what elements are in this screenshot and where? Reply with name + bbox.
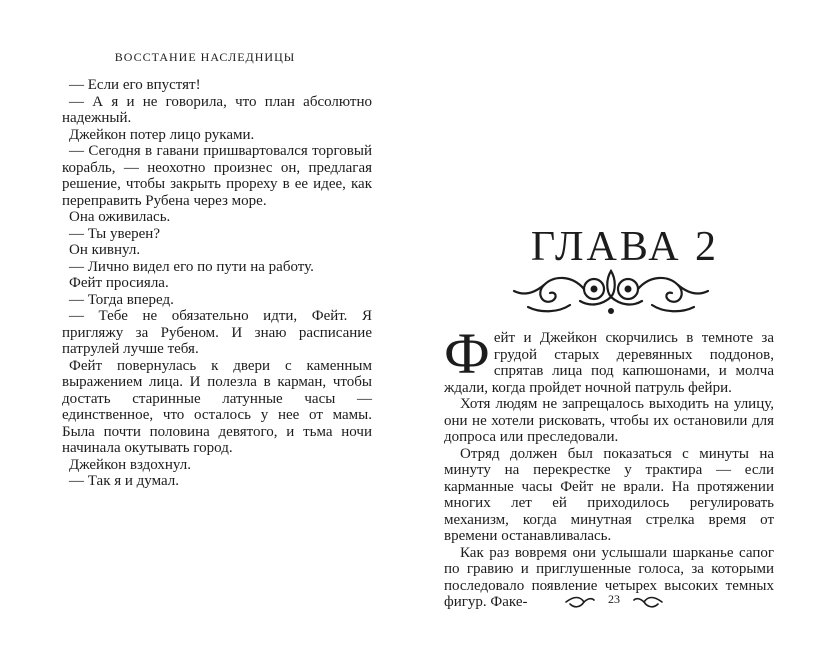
running-head: ВОССТАНИЕ НАСЛЕДНИЦЫ [114,50,296,64]
paragraph: Фейт повернулась к двери с каменным выражением лица. И полезла в карман, чтобы достать старинные латунные часы — единственное, что осталось у нее от мамы. Была почти половина девятого, и тьма ночи начинала окутывать город. [62,357,372,456]
chapter-title: ГЛАВА 2 [530,224,720,270]
paragraph: Хотя людям не запрещалось выходить на улицу, они не хотели рисковать, чтобы их остановили для допроса или преследовали. [444,396,774,445]
paragraph: Он кивнул. [69,242,141,258]
page-number: 23 [608,592,620,606]
paragraph: Джейкон вздохнул. [69,456,191,473]
left-text-block [62,77,372,490]
paragraph: — Тебе не обязательно идти, Фейт. Я пригляжу за Рубеном. И знаю расписание патрулей лучше тебя. [62,308,372,357]
paragraph: Джейкон потер лицо руками. [69,126,255,143]
opening-paragraph [444,321,774,396]
paragraph: — Если его впустят! [69,77,201,93]
paragraph: Как раз вовремя они услышали шарканье сапог по гравию и приглушенные голоса, за которыми последовало появление четырех высоких темных фигур. Факе- [444,544,774,610]
paragraph: — А я и не говорила, что план абсолютно надежный. [62,93,372,126]
paragraph: Отряд должен был показаться с минуты на минуту на перекрестке у трактира — если карманные часы Фейт не врали. На протяжении многих лет ей приходилось регулировать механизм, когда минутная стрелка время от времени останавливалась. [444,445,774,544]
opening-paragraph-text: ейт и Джейкон скорчились в темноте за грудой старых деревянных поддонов, спрятав лица под капюшонами, и молча ждали, когда пройдет ночной патруль фейри. [444,330,774,396]
paragraph: Фейт просияла. [69,275,169,291]
right-text-block [444,321,774,611]
paragraph: — Ты уверен? [69,225,160,242]
drop-cap: Ф [444,321,490,386]
paragraph: — Так я и думал. [69,473,180,489]
paragraph: — Сегодня в гавани пришвартовался торговый корабль, — неохотно произнес он, предлагая решение, чтобы закрыть прореху в ее идее, как переправить Рубена через море. [62,143,372,209]
paragraph: Она оживилась. [69,209,171,225]
chapter-ornament-icon [510,265,712,319]
paragraph: — Тогда вперед. [69,291,174,308]
paragraph: — Лично видел его по пути на работу. [69,258,314,275]
